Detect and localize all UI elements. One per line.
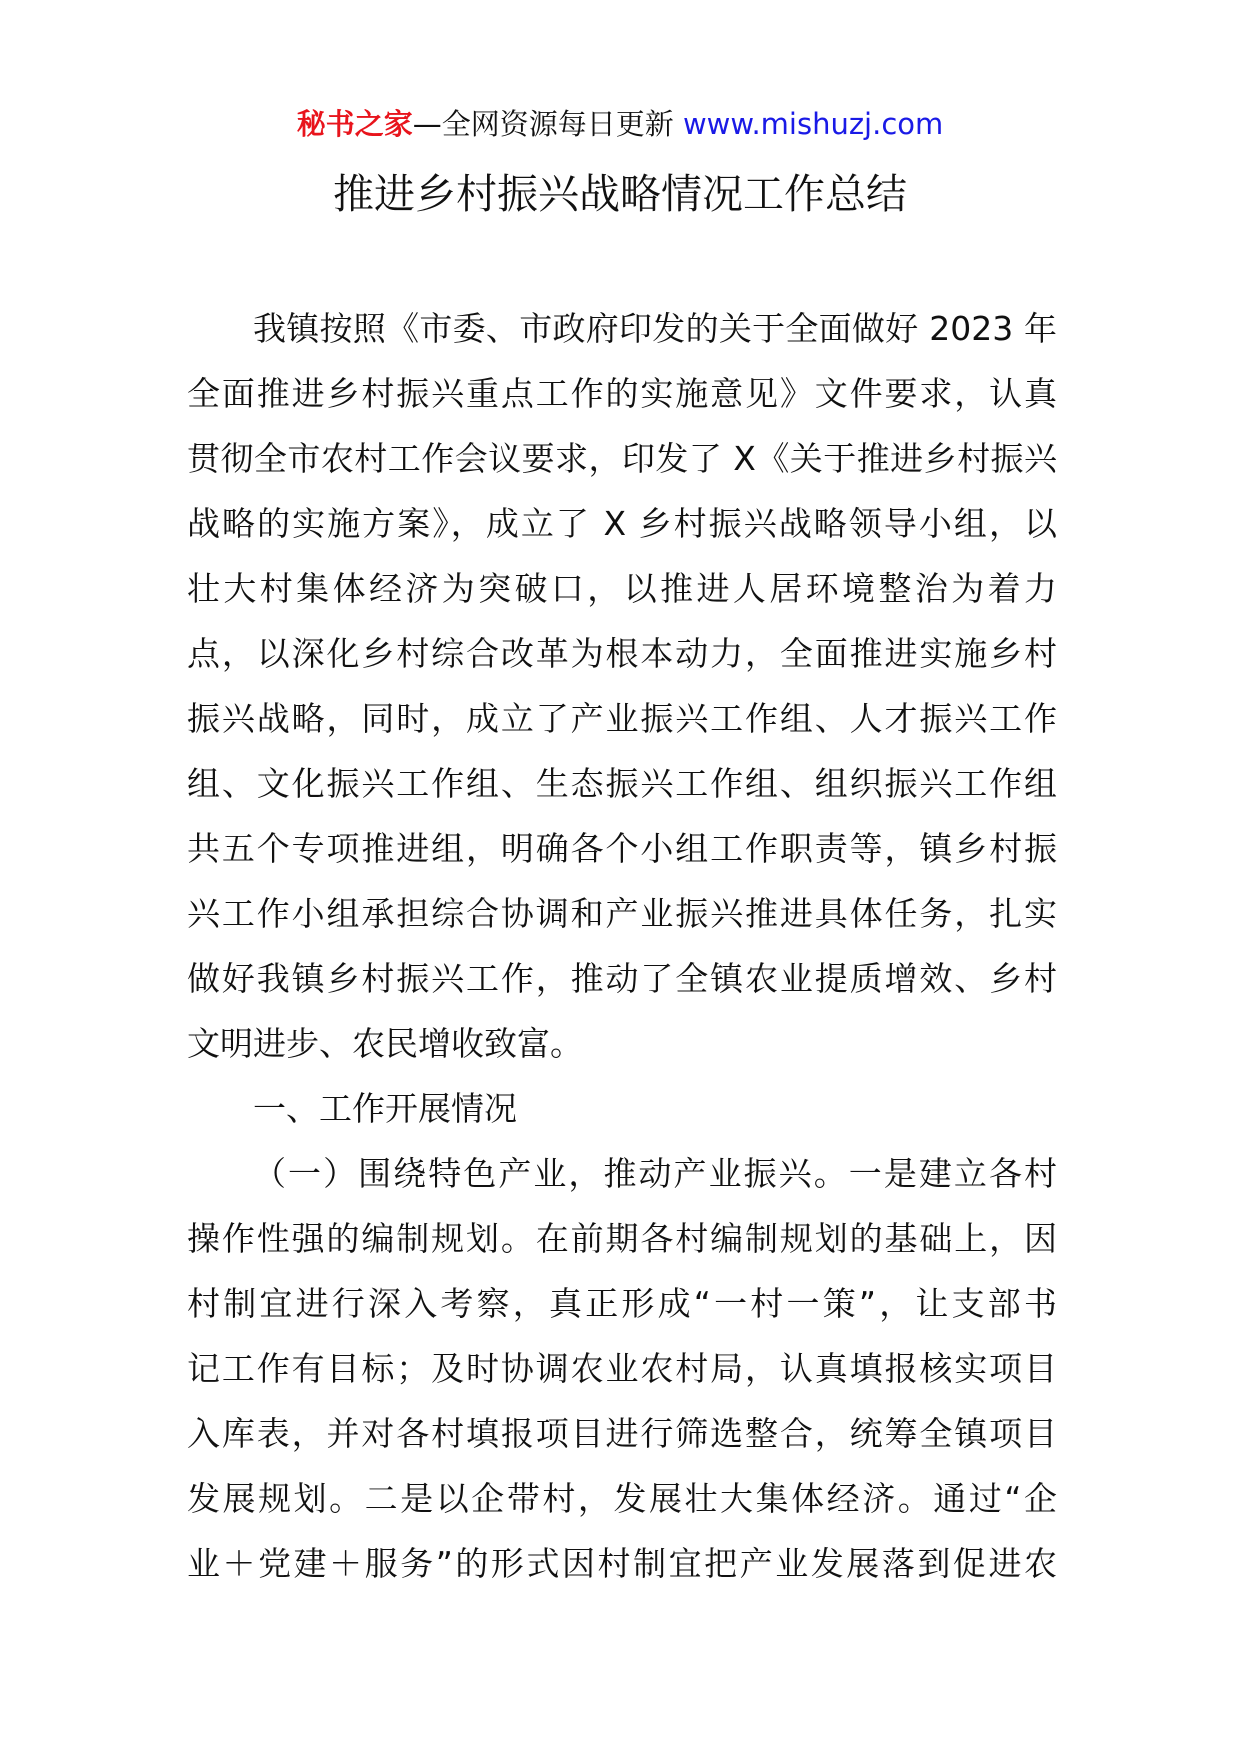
- body-line: 壮大村集体经济为突破口，以推进人居环境整治为着力: [187, 569, 1057, 608]
- body-line: 业＋党建＋服务”的形式因村制宜把产业发展落到促进农: [187, 1544, 1057, 1583]
- body-line: 兴工作小组承担综合协调和产业振兴推进具体任务，扎实: [187, 894, 1057, 933]
- body-line: 发展规划。二是以企带村，发展壮大集体经济。通过“企: [187, 1479, 1057, 1518]
- site-url-link[interactable]: www.mishuzj.com: [682, 107, 944, 141]
- body-line: （一）围绕特色产业，推动产业振兴。一是建立各村: [253, 1154, 1057, 1193]
- body-line: 记工作有目标；及时协调农业农村局，认真填报核实项目: [187, 1349, 1057, 1388]
- body-line: 组、文化振兴工作组、生态振兴工作组、组织振兴工作组: [187, 764, 1057, 803]
- body-line: 振兴战略，同时，成立了产业振兴工作组、人才振兴工作: [187, 699, 1057, 738]
- site-brand: 秘书之家: [296, 107, 413, 141]
- site-slogan: —全网资源每日更新: [412, 107, 683, 141]
- body-line: 操作性强的编制规划。在前期各村编制规划的基础上，因: [187, 1219, 1057, 1258]
- section-heading: 一、工作开展情况: [253, 1089, 517, 1128]
- document-body: [187, 296, 1057, 1596]
- document-title: 推进乡村振兴战略情况工作总结: [333, 170, 907, 218]
- body-line: 村制宜进行深入考察，真正形成“一村一策”，让支部书: [187, 1284, 1057, 1323]
- body-line: 战略的实施方案》，成立了 X 乡村振兴战略领导小组，以: [187, 504, 1057, 543]
- body-line: 全面推进乡村振兴重点工作的实施意见》文件要求，认真: [187, 374, 1057, 413]
- body-line: 贯彻全市农村工作会议要求，印发了 X《关于推进乡村振兴: [187, 439, 1057, 478]
- body-line: 做好我镇乡村振兴工作，推动了全镇农业提质增效、乡村: [187, 959, 1057, 998]
- body-line: 点，以深化乡村综合改革为根本动力，全面推进实施乡村: [187, 634, 1057, 673]
- body-line: 入库表，并对各村填报项目进行筛选整合，统筹全镇项目: [187, 1414, 1057, 1453]
- body-line: 我镇按照《市委、市政府印发的关于全面做好 2023 年: [253, 309, 1057, 348]
- body-line: 文明进步、农民增收致富。: [187, 1024, 583, 1063]
- site-banner: [0, 104, 1240, 144]
- body-line: 共五个专项推进组，明确各个小组工作职责等，镇乡村振: [187, 829, 1057, 868]
